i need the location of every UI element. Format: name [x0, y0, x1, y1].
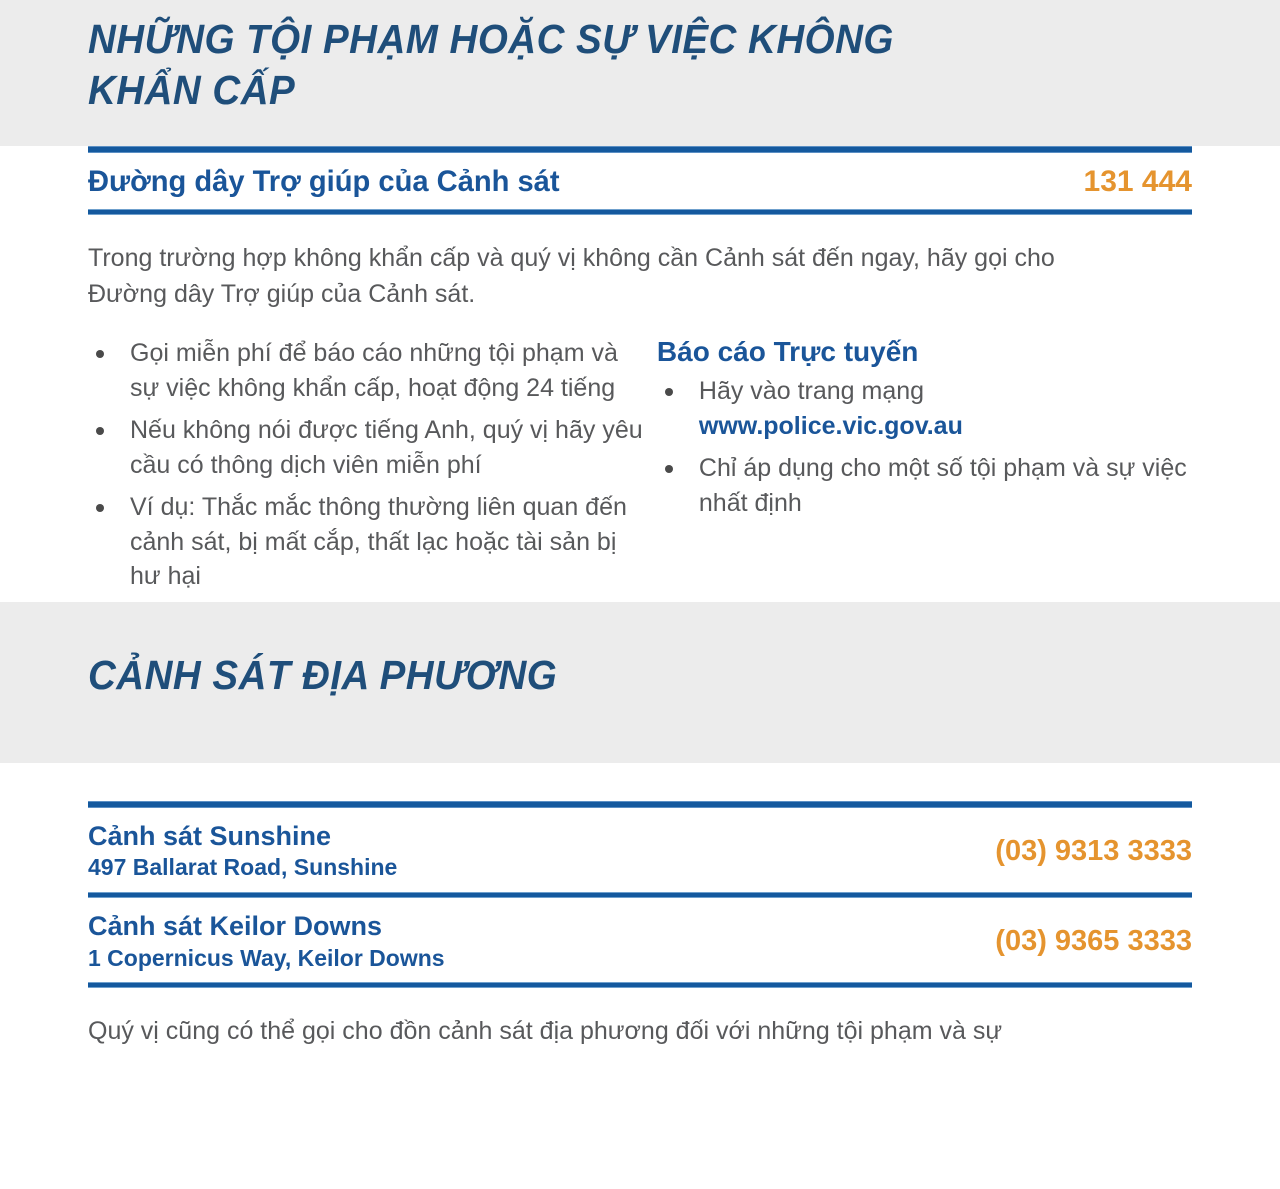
list-item: Gọi miễn phí để báo cáo những tội phạm và sự việc không khẩn cấp, hoạt động 24 tiếng: [88, 336, 643, 405]
local-police-banner: [0, 602, 1280, 763]
table-row[interactable]: [88, 898, 1192, 982]
local-police-title: CẢNH SÁT ĐỊA PHƯƠNG: [88, 651, 558, 698]
online-report-bullet-list: [657, 374, 1192, 520]
list-item: Ví dụ: Thắc mắc thông thường liên quan đến cảnh sát, bị mất cắp, thất lạc hoặc tài sản bị hư hại: [88, 490, 643, 594]
station-phone[interactable]: (03) 9365 3333: [995, 925, 1192, 958]
station-phone[interactable]: (03) 9313 3333: [995, 834, 1192, 867]
list-item: [657, 374, 1192, 443]
visit-website-label: Hãy vào trang mạng: [698, 377, 925, 405]
helpline-phone-number[interactable]: 131 444: [1083, 165, 1192, 198]
stations-bottom-rule: [88, 982, 1192, 988]
online-report-heading: Báo cáo Trực tuyến: [656, 336, 919, 367]
page-title-line-2: KHẨN CẤP: [88, 67, 296, 114]
helpline-section: [0, 146, 1280, 602]
station-name: Cảnh sát Sunshine: [88, 820, 332, 851]
page-title-line-1: NHỮNG TỘI PHẠM HOẶC SỰ VIỆC KHÔNG: [88, 16, 894, 62]
helpline-left-column: [88, 336, 643, 602]
station-name: Cảnh sát Keilor Downs: [88, 910, 383, 941]
station-info: [88, 821, 397, 882]
helpline-header-row: [88, 153, 1192, 209]
helpline-columns: [88, 336, 1192, 602]
footer-note: Quý vị cũng có thể gọi cho đồn cảnh sát địa phương đối với những tội phạm và sự: [88, 1017, 1003, 1046]
table-row[interactable]: [88, 808, 1192, 892]
top-banner: [0, 0, 1280, 146]
station-address: 497 Ballarat Road, Sunshine: [88, 854, 398, 881]
helpline-intro-text: Trong trường hợp không khẩn cấp và quý vị không cần Cảnh sát đến ngay, hãy gọi cho Đường dây Trợ giúp của Cảnh sát.: [88, 244, 1055, 308]
station-info: [88, 911, 445, 972]
helpline-bottom-rule: [88, 209, 1192, 215]
page-title: [88, 14, 1028, 117]
station-address: 1 Copernicus Way, Keilor Downs: [88, 944, 445, 971]
stations-section: [0, 763, 1280, 1050]
online-report-column: [643, 336, 1192, 602]
stations-top-rule: [88, 801, 1192, 808]
helpline-title: Đường dây Trợ giúp của Cảnh sát: [88, 165, 560, 198]
list-item: Chỉ áp dụng cho một số tội phạm và sự việc nhất định: [657, 451, 1192, 520]
helpline-bullet-list: [88, 336, 643, 594]
list-item: Nếu không nói được tiếng Anh, quý vị hãy yêu cầu có thông dịch viên miễn phí: [88, 413, 643, 482]
police-website-link[interactable]: www.police.vic.gov.au: [698, 411, 963, 440]
helpline-top-rule: [88, 146, 1192, 153]
